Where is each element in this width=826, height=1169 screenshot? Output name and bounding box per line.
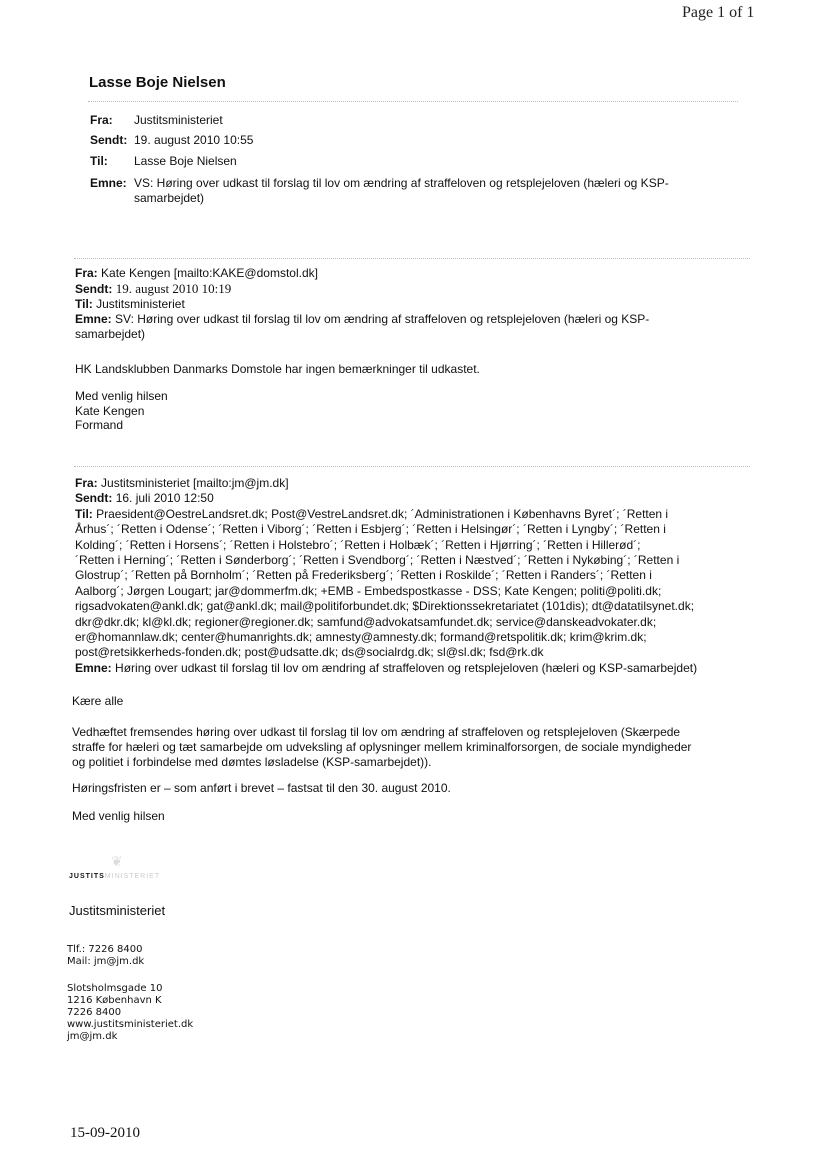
header-from: Fra: Justitsministeriet xyxy=(90,113,223,127)
divider xyxy=(88,101,738,102)
msg2-to-line: rigsadvokaten@ankl.dk; gat@ankl.dk; mail@politiforbundet.dk; $Direktionssekretariatet (101dis); dt@datatilsynet.dk; xyxy=(75,599,695,614)
header-to: Til: Lasse Boje Nielsen xyxy=(90,154,237,168)
msg2-body: Vedhæftet fremsendes høring over udkast til forslag til lov om ændring af straffeloven og retsplejeloven (Skærpede straffe for hæleri og tæt samarbejde om udveksling af oplysninger mellem kriminalforsorgen, de sociale myndigheder og politiet i forbindelse med dømtes løsladelse (KSP-samarbejdet)). xyxy=(72,725,692,769)
header-sent-value: 19. august 2010 10:55 xyxy=(134,133,254,147)
msg2-to-line: post@retsikkerheds-fonden.dk; post@udsatte.dk; ds@socialrdg.dk; sl@sl.dk; fsd@rk.dk xyxy=(75,645,544,660)
signature-org: Justitsministeriet xyxy=(69,903,166,918)
website-link: www.justitsministeriet.dk xyxy=(67,1019,194,1030)
msg2-to-line: er@homannlaw.dk; center@humanrights.dk; amnesty@amnesty.dk; formand@retspolitik.dk; krim@krim.dk; xyxy=(75,630,647,645)
msg2-to-line: Århus´; ´Retten i Odense´; ´Retten i Viborg´; ´Retten i Esbjerg´; ´Retten i Helsingør´; ´Retten i Lyngby´; ´Retten i xyxy=(75,522,666,537)
header-sent: Sendt: 19. august 2010 10:55 xyxy=(90,133,254,147)
signature-phone: Tlf.: 7226 8400 xyxy=(67,944,143,955)
msg1-closing: Med venlig hilsen xyxy=(75,389,168,403)
msg2-subject: Høring over udkast til forslag til lov om ændring af straffeloven og retsplejeloven (hæleri og KSP-samarbejdet) xyxy=(115,660,698,675)
msg2-to-line: Praesident@OestreLandsret.dk; Post@VestreLandsret.dk; ´Administrationen i Københavns Byret´; ´Retten i xyxy=(96,506,669,521)
msg2-to-line: Aalborg´; Jørgen Lougart; jar@dommerfm.dk; +EMB - Embedspostkasse - DSS; Kate Kengen; politi@politi.dk; xyxy=(75,583,662,598)
signature-mail: Mail: jm@jm.dk xyxy=(67,956,145,967)
recipient-name: Lasse Boje Nielsen xyxy=(89,74,226,91)
msg1-body: HK Landsklubben Danmarks Domstole har ingen bemærkninger til udkastet. xyxy=(75,362,480,376)
signature-contact xyxy=(67,944,144,968)
header-subject: Emne: VS: Høring over udkast til forslag til lov om ændring af straffeloven og retsplejeloven (hæleri og KSP- samarbejdet) xyxy=(90,176,669,205)
msg2-deadline: Høringsfristen er – som anført i brevet – fastsat til den 30. august 2010. xyxy=(72,781,451,795)
msg2-header: Fra: Justitsministeriet [mailto:jm@jm.dk] Sendt: 16. juli 2010 12:50 Til: Praesident@OestreLandsret.dk; Post@VestreLandsret.dk; ´Administrationen i Københavns Byret´; ´Retten i Århus´; ´Retten i Odense´; ´Retten i Viborg´; ´Retten i Esbjerg´; ´Retten i Helsingør´; ´Retten i Lyngby´; ´Retten i Kolding´; ´Retten i Horsens´; ´Retten i Holstebro´; ´Retten i Holbæk´; ´Retten i Hjørring´; ´Retten i Hillerød´; ´Retten i Herning´; ´Retten i Sønderborg´; ´Retten i Svendborg´; ´Retten i Næstved´; ´Retten i Nykøbing´; ´Retten i Glostrup´; ´Retten på Bornholm´; ´Retten på Frederiksberg´; ´Retten i Roskilde´; ´Retten i Randers´; ´Retten i Aalborg´; Jørgen Lougart; jar@dommerfm.dk; +EMB - Embedspostkasse - DSS; Kate Kengen; politi@politi.dk; rigsadvokaten@ankl.dk; gat@ankl.dk; mail@politiforbundet.dk; $Direktionssekretariatet (101dis); dt@datatilsynet.dk; dkr@dkr.dk; kl@kl.dk; regioner@regioner.dk; samfund@advokatsamfundet.dk; service@danskeadvokater.dk; er@homannlaw.dk; center@humanrights.dk; amnesty@amnesty.dk; formand@retspolitik.dk; krim@krim.dk; post@retsikkerheds-fonden.dk; post@udsatte.dk; ds@socialrdg.dk; sl@sl.dk; fsd@rk.dk Emne: Høring over udkast til forslag til lov om ændring af straffeloven og retsplejeloven (hæleri og KSP-samarbejdet) xyxy=(75,476,698,675)
msg2-sent: 16. juli 2010 12:50 xyxy=(115,491,214,506)
msg1-sig-name: Kate Kengen xyxy=(75,404,145,418)
msg2-closing: Med venlig hilsen xyxy=(72,809,165,823)
header-from-value: Justitsministeriet xyxy=(134,113,223,127)
msg1-from: Kate Kengen [mailto:KAKE@domstol.dk] xyxy=(101,266,318,280)
ministry-logo: JUSTITSMINISTERIET xyxy=(69,873,161,880)
msg1-sig-title: Formand xyxy=(75,418,124,432)
header-subject-value: VS: Høring over udkast til forslag til lov om ændring af straffeloven og retsplejeloven (hæleri og KSP- samarbejdet) xyxy=(134,176,669,205)
msg1-subject: SV: Høring over udkast til forslag til lov om ændring af straffeloven og retsplejeloven (hæleri og KSP- xyxy=(115,312,650,326)
header-to-value: Lasse Boje Nielsen xyxy=(134,154,237,168)
msg1-header: Fra: Kate Kengen [mailto:KAKE@domstol.dk] Sendt: 19. august 2010 10:19 Til: Justitsministeriet Emne: SV: Høring over udkast til forslag til lov om ændring af straffeloven og retsplejeloven (hæleri og KSP- samarbejdet) xyxy=(75,266,650,341)
msg2-to-line: dkr@dkr.dk; kl@kl.dk; regioner@regioner.dk; samfund@advokatsamfundet.dk; service@danskeadvokater.dk; xyxy=(75,614,657,629)
msg1-to: Justitsministeriet xyxy=(96,297,185,311)
divider xyxy=(74,258,750,259)
page-number: Page 1 of 1 xyxy=(682,4,755,21)
print-date: 15-09-2010 xyxy=(70,1125,140,1141)
crown-logo-icon: ❦ xyxy=(111,853,123,869)
msg2-to-line: ´Retten i Herning´; ´Retten i Sønderborg´; ´Retten i Svendborg´; ´Retten i Næstved´; ´Retten i Nykøbing´; ´Retten i xyxy=(75,553,680,568)
email-link: jm@jm.dk xyxy=(67,1031,118,1042)
msg2-to-line: Kolding´; ´Retten i Horsens´; ´Retten i Holstebro´; ´Retten i Holbæk´; ´Retten i Hjørring´; ´Retten i Hillerød´; xyxy=(75,537,641,552)
signature-address: Slotsholmsgade 10 1216 København K 7226 8400 www.justitsministeriet.dk jm@jm.dk xyxy=(67,983,194,1042)
msg1-sent: 19. august 2010 10:19 xyxy=(115,281,232,296)
msg2-greeting: Kære alle xyxy=(72,694,124,708)
msg2-from: Justitsministeriet [mailto:jm@jm.dk] xyxy=(101,476,289,490)
msg2-to-line: Glostrup´; ´Retten på Bornholm´; ´Retten på Frederiksberg´; ´Retten i Roskilde´; ´Retten i Randers´; ´Retten i xyxy=(75,568,652,583)
divider xyxy=(74,466,750,467)
